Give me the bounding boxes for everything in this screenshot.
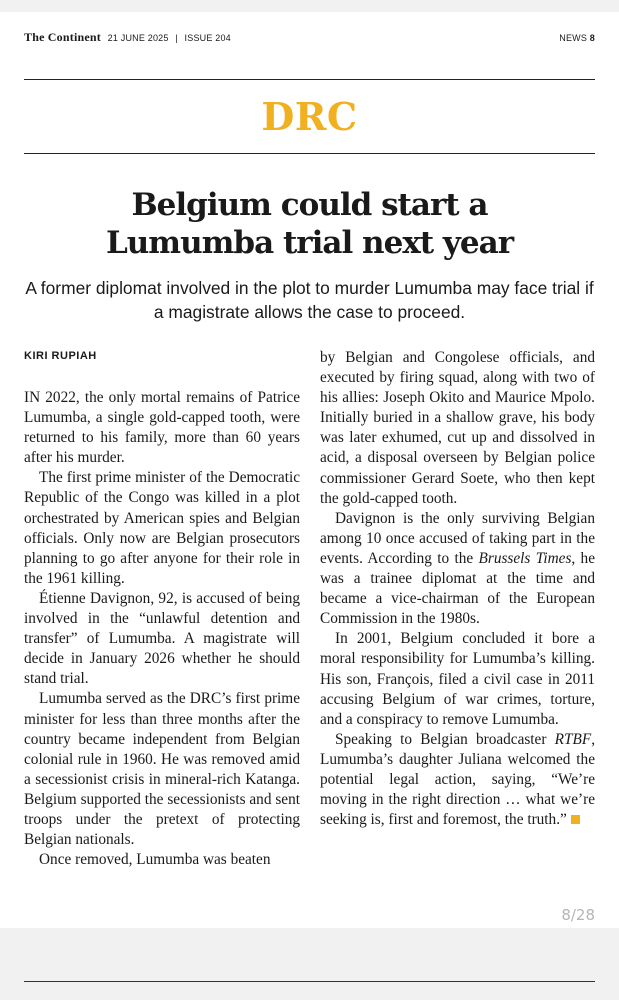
separator: | [175,33,178,43]
section-title: DRC [261,94,358,139]
paragraph-2: The first prime minister of the Democratic Republic of the Congo was killed in a plot orchestrated by American spies and Belgian officials. Only now are Belgian prosecutors planning to go after anyone for their role in the 1961 killing. [24,469,300,587]
brussels-times-title: Brussels Times [478,549,572,567]
paragraph-8-text: Speaking to Belgian broadcaster [335,730,547,748]
paragraph-3: Étienne Davignon, 92, is accused of being involved in the “unlawful detention and transfer” of Lumumba. A magistrate will decide in January 2026 whether he should stand trial. [24,589,300,688]
paragraph-5-start: Once removed, Lumumba was beaten [39,851,271,869]
paragraph-8 [320,730,595,830]
paragraph-1: IN 2022, the only mortal remains of Patrice Lumumba, a single gold-capped tooth, were returned to his family, more than 60 years after his murder. [24,389,300,467]
issue-number: ISSUE 204 [184,33,231,43]
headline-line-2: Lumumba trial next year [105,225,514,261]
byline: KIRI RUPIAH [24,350,97,362]
paragraph-5-continued: by Belgian and Congolese officials, and executed by firing squad, along with two of his allies: Joseph Okito and Maurice Mpolo. Initially buried in a shallow grave, his body was later exhumed, cut up and dissolved in acid, a disposal overseen by Belgian police commissioner Gerard Soete, who then kept the gold-capped tooth. [320,349,595,507]
paragraph-6-text: Davignon is the only surviving Belgian among 10 once accused of taking part in the events. According to the [320,509,595,567]
end-mark-icon [571,815,580,824]
bottom-rule [24,981,595,982]
paragraph-8-text-end: , Lumumba’s daughter Juliana welcomed the potential legal action, saying, “We’re moving in the right direction … what we’re seeking is, first and foremost, the truth.” [320,730,596,829]
headline [24,186,595,262]
rtbf-name: RTBF [554,730,592,748]
top-rule [24,79,595,80]
masthead [24,30,595,45]
article-column-right [320,348,595,830]
headline-line-1: Belgium could start a [131,187,488,223]
paragraph-6-text-end: , he was a trainee diplomat at the time and became a vice-chairman of the European Commission in the 1980s. [320,549,595,628]
paragraph-6 [320,509,595,630]
section-rule [24,153,595,154]
paragraph-4: Lumumba served as the DRC’s first prime minister for less than three months after the country became independent from Belgian colonial rule in 1960. He was removed amid a secessionist crisis in mineral-rich Katanga. Belgium supported the secessionists and sent troops under the pretext of protecting Belgian nationals. [24,690,300,849]
paragraph-7: In 2001, Belgium concluded it bore a moral responsibility for Lumumba’s killing. His son, François, filed a civil case in 2011 accusing Belgium of war crimes, torture, and a conspiracy to remove Lumumba. [320,630,595,728]
issue-date: 21 JUNE 2025 [107,33,169,43]
section-label: NEWS [559,32,588,43]
publication-name: The Continent [24,30,101,44]
article-column-left [24,388,300,870]
page-counter: 8/28 [561,906,595,924]
standfirst: A former diplomat involved in the plot to murder Lumumba may face trial if a magistrate allows the case to proceed. [25,278,594,322]
page-number: 8 [589,32,595,43]
